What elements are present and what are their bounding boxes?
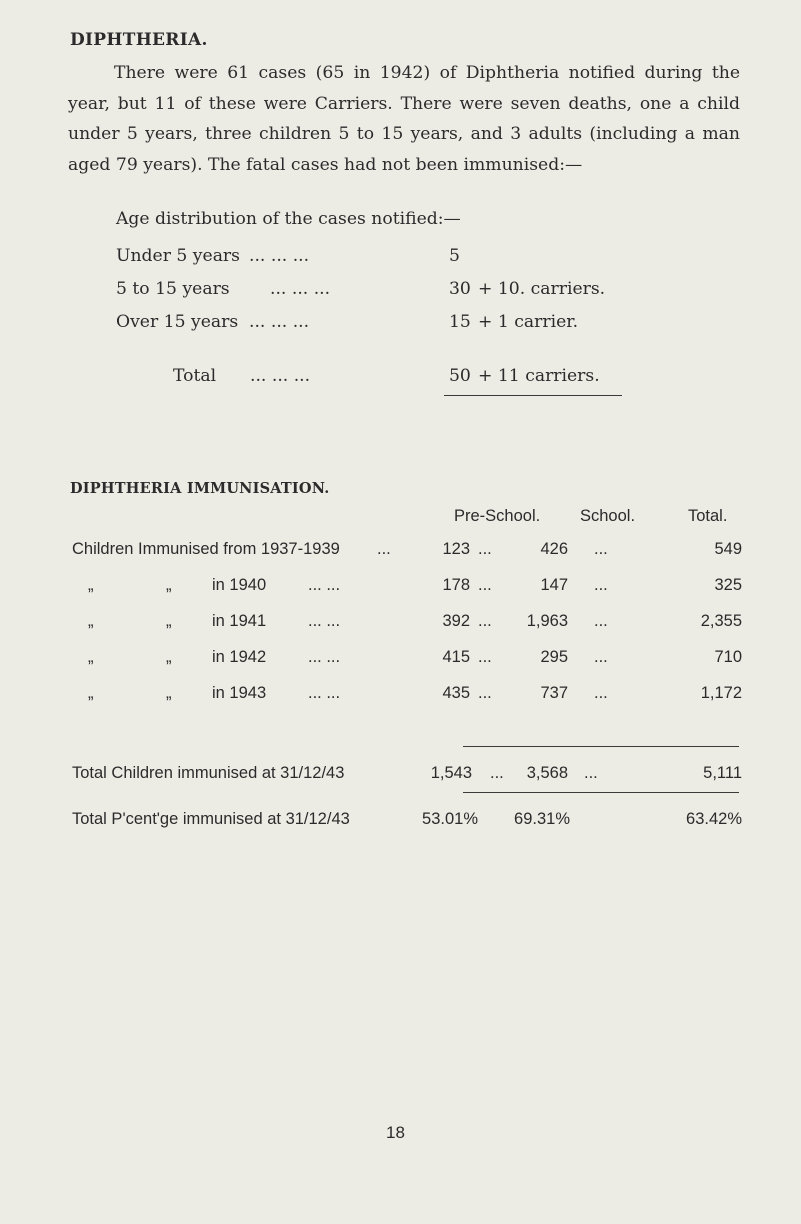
ditto-mark: „ [88, 684, 94, 702]
row-dots: ... [478, 648, 492, 666]
percent-row-school: 69.31% [514, 810, 570, 828]
total-row-school: 3,568 [526, 764, 568, 782]
age-row-label: 5 to 15 years [116, 279, 230, 299]
age-row-label: Under 5 years [116, 246, 240, 266]
table-row [72, 684, 742, 712]
diphtheria-paragraph: There were 61 cases (65 in 1942) of Diphtheria notified during the year, but 11 of these were Carriers. There were seven deaths, one a child under 5 years, three children 5 to 15 years, and 3 adults (including a man aged 79 years). The fatal cases had not been immunised:— [68, 63, 740, 175]
age-total-extra: + 11 carriers. [478, 366, 600, 386]
row-pre-school: 435 [442, 684, 470, 702]
row-dots: ... ... [308, 576, 341, 594]
row-school: 295 [540, 648, 568, 666]
age-row-dots: ... ... ... [270, 279, 331, 299]
table-row [72, 540, 742, 568]
row-year: in 1942 [212, 648, 267, 666]
row-year: in 1941 [212, 612, 267, 630]
table-row [72, 612, 742, 640]
row-school: 426 [540, 540, 568, 558]
row-total: 710 [714, 648, 742, 666]
percent-row-total: 63.42% [686, 810, 742, 828]
ditto-mark: „ [166, 576, 172, 594]
total-row-dots: ... [584, 764, 598, 782]
age-row-dots: ... ... ... [249, 312, 310, 332]
total-row-pre-school: 1,543 [430, 764, 472, 782]
row-total: 549 [714, 540, 742, 558]
table-row [72, 648, 742, 676]
row-dots: ... [594, 648, 608, 666]
total-overline [463, 746, 739, 747]
row-dots: ... [478, 612, 492, 630]
column-header-school: School. [580, 507, 636, 525]
diphtheria-heading: DIPHTHERIA. [70, 30, 208, 50]
column-header-total: Total. [688, 507, 728, 525]
row-label: Children Immunised from 1937-1939 [72, 540, 340, 558]
row-total: 1,172 [700, 684, 742, 702]
row-school: 737 [540, 684, 568, 702]
age-total-value: 50 [449, 366, 471, 386]
ditto-mark: „ [88, 612, 94, 630]
row-dots: ... [594, 576, 608, 594]
row-total: 2,355 [700, 612, 742, 630]
age-total-label: Total [173, 366, 217, 386]
row-total: 325 [714, 576, 742, 594]
age-total-underline [444, 395, 622, 396]
age-row-dots: ... ... ... [249, 246, 310, 266]
age-total-dots: ... ... ... [250, 366, 311, 386]
row-dots: ... [594, 684, 608, 702]
table-row [72, 576, 742, 604]
total-row-dots: ... [490, 764, 504, 782]
ditto-mark: „ [166, 648, 172, 666]
immunisation-heading: DIPHTHERIA IMMUNISATION. [70, 480, 330, 497]
total-row-label: Total Children immunised at 31/12/43 [72, 764, 345, 782]
age-row-label: Over 15 years [116, 312, 239, 332]
ditto-mark: „ [166, 612, 172, 630]
row-pre-school: 392 [442, 612, 470, 630]
row-dots: ... [478, 684, 492, 702]
page-number: 18 [386, 1123, 405, 1142]
row-dots: ... [478, 576, 492, 594]
row-pre-school: 415 [442, 648, 470, 666]
age-row-value: 15 [449, 312, 471, 332]
row-pre-school: 178 [442, 576, 470, 594]
row-dots: ... ... [308, 612, 341, 630]
row-year: in 1943 [212, 684, 267, 702]
percent-row-pre-school: 53.01% [422, 810, 478, 828]
age-row-value: 5 [449, 246, 460, 266]
row-dots: ... ... [308, 648, 341, 666]
row-school: 147 [540, 576, 568, 594]
row-dots: ... [377, 540, 391, 558]
ditto-mark: „ [88, 648, 94, 666]
row-year: in 1940 [212, 576, 267, 594]
column-header-pre-school: Pre-School. [454, 507, 541, 525]
row-school: 1,963 [526, 612, 568, 630]
row-dots: ... [594, 540, 608, 558]
age-distribution-intro: Age distribution of the cases notified:— [116, 209, 461, 229]
age-row-value: 30 [449, 279, 471, 299]
row-dots: ... [478, 540, 492, 558]
percent-row-label: Total P'cent'ge immunised at 31/12/43 [72, 810, 350, 828]
age-row-extra: + 10. carriers. [478, 279, 606, 299]
ditto-mark: „ [88, 576, 94, 594]
row-pre-school: 123 [442, 540, 470, 558]
total-underline [463, 792, 739, 793]
ditto-mark: „ [166, 684, 172, 702]
row-dots: ... [594, 612, 608, 630]
total-row-total: 5,111 [703, 764, 742, 782]
age-row-extra: + 1 carrier. [478, 312, 579, 332]
row-dots: ... ... [308, 684, 341, 702]
